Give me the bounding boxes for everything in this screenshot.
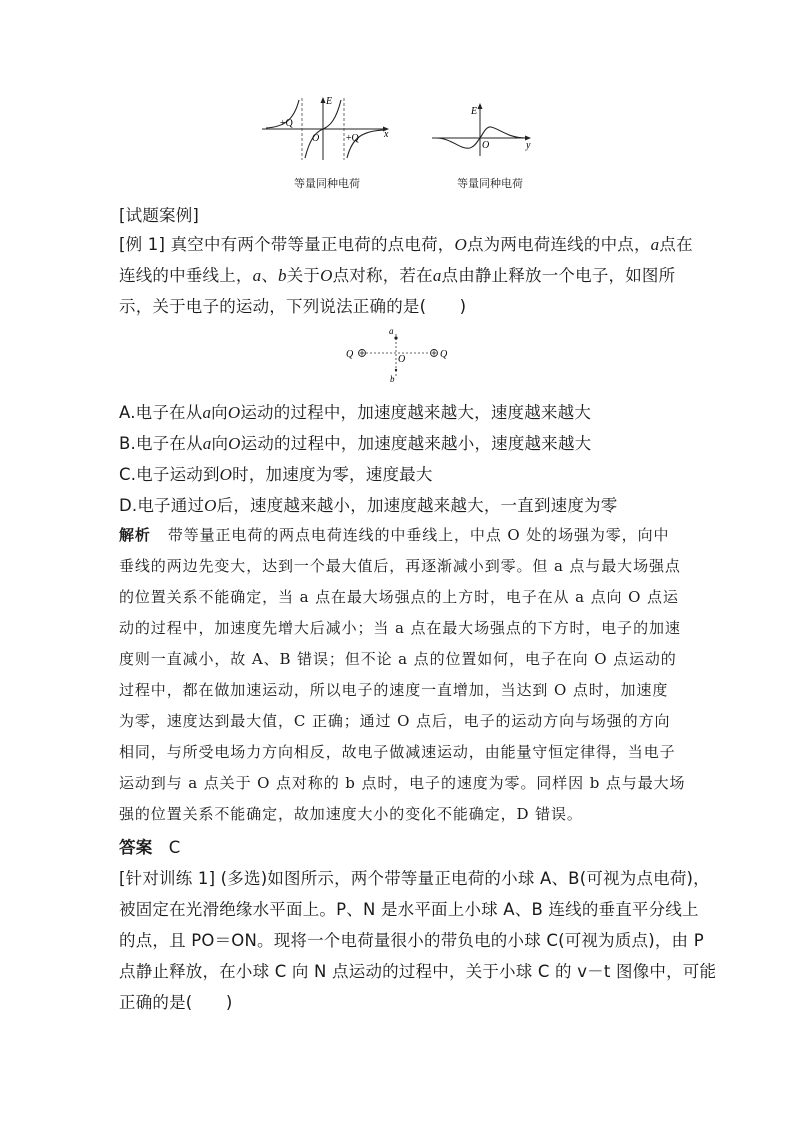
analysis-line-10: 强的位置关系不能确定，故加速度大小的变化不能确定，D 错误。 [119, 805, 583, 823]
analysis-line-8: 相同，与所受电场力方向相反，故电子做减速运动，由能量守恒定律得，当电子 [119, 743, 676, 761]
analysis-line-3: 的位置关系不能确定，当 a 点在最大场强点的上方时，电子在从 a 点向 O 点运 [119, 588, 679, 606]
option-b: B.电子在从a向O运动的过程中，加速度越来越小，速度越来越大 [119, 434, 592, 453]
example-line-3: 示，关于电子的运动，下列说法正确的是( ) [119, 297, 467, 316]
field-graph-x [258, 94, 398, 164]
analysis-line-2: 垂线的两边先变大，达到一个最大值后，再逐渐减小到零。但 a 点与最大场强点 [119, 557, 681, 575]
example-line-2: 连线的中垂线上，a、b关于O点对称，若在a点由静止释放一个电子，如图所 [119, 266, 676, 285]
analysis-line-7: 为零，速度达到最大值，C 正确；通过 O 点后，电子的运动方向与场强的方向 [119, 712, 671, 730]
option-d: D.电子通过O后，速度越来越小，加速度越来越大，一直到速度为零 [119, 496, 618, 515]
charge-Q-left: Q [346, 349, 354, 360]
charge-diagram [340, 322, 460, 386]
option-a: A.电子在从a向O运动的过程中，加速度越来越大，速度越来越大 [119, 403, 592, 422]
analysis-line-6: 过程中，都在做加速运动，所以电子的速度一直增加，当达到 O 点时，加速度 [119, 681, 669, 699]
analysis-label: 解析 [119, 526, 151, 544]
training-line-2: 被固定在光滑绝缘水平面上。P、N 是水平面上小球 A、B 连线的垂直平分线上 [119, 900, 699, 919]
caption-right: 等量同种电荷 [457, 177, 523, 190]
training-line-3: 的点，且 PO＝ON。现将一个电荷量很小的带负电的小球 C(可视为质点)，由 P [119, 931, 704, 950]
caption-left: 等量同种电荷 [294, 177, 360, 190]
training-line-4: 点静止释放，在小球 C 向 N 点运动的过程中，关于小球 C 的 v－t 图像中，可能 [119, 962, 717, 981]
example-line-1: [例 1] 真空中有两个带等量正电荷的点电荷，O点为两电荷连线的中点，a点在 [119, 235, 693, 254]
section-title: [试题案例] [119, 206, 200, 225]
training-line-1: [针对训练 1] (多选)如图所示，两个带等量正电荷的小球 A、B(可视为点电荷)， [119, 869, 710, 888]
origin-label: O [312, 133, 320, 144]
analysis-line-9: 运动到与 a 点关于 O 点对称的 b 点时，电子的速度为零。同样因 b 点与最大场 [119, 774, 686, 792]
charge-Q-right: Q [440, 349, 448, 360]
point-b-label: b [390, 374, 395, 384]
analysis-line-1: 解析 带等量正电荷的两点电荷连线的中垂线上，中点 O 处的场强为零，向中 [119, 526, 670, 544]
axis-label-x: x [384, 129, 389, 140]
axis-label-E: E [326, 96, 333, 107]
point-a-label: a [389, 326, 394, 336]
option-c: C.电子运动到O时，加速度为零，速度最大 [119, 465, 433, 484]
answer-value: C [168, 838, 181, 857]
answer-label: 答案 [119, 838, 153, 857]
training-line-5: 正确的是( ) [119, 993, 233, 1012]
analysis-line-4: 动的过程中，加速度先增大后减小；当 a 点在最大场强点的下方时，电子的加速 [119, 619, 681, 637]
analysis-line-5: 度则一直减小，故 A、B 错误；但不论 a 点的位置如何，电子在向 O 点运动的 [119, 650, 677, 668]
axis-label-E2: E [471, 106, 478, 117]
charge-label-left: +Q [280, 118, 293, 129]
axis-label-y: y [526, 140, 531, 151]
answer-line [119, 834, 180, 858]
field-graph-y [428, 100, 538, 160]
point-O-label: O [398, 354, 406, 365]
charge-label-right: +Q [346, 133, 359, 144]
origin-label2: O [482, 140, 490, 151]
